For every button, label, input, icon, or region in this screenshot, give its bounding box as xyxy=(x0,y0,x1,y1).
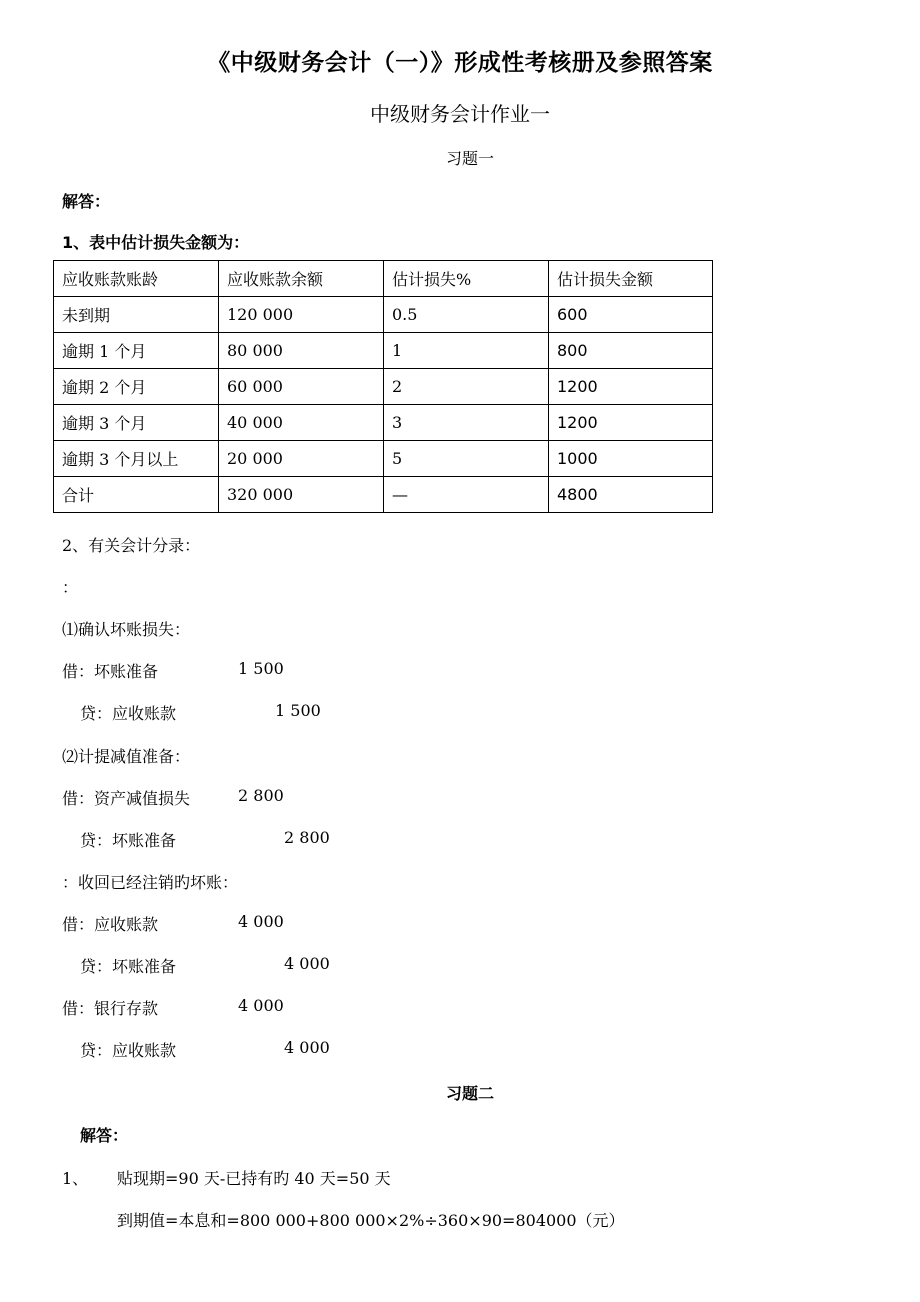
table-row xyxy=(54,333,713,369)
table-cell: 800 xyxy=(549,333,713,369)
question-2-heading: 2、有关会计分录： xyxy=(62,536,201,555)
entry-1-title: ⑴确认坏账损失： xyxy=(62,620,191,639)
entry-3b-credit-amount: 4 000 xyxy=(284,1038,330,1057)
page-title: 《中级财务会计（一）》形成性考核册及参照答案 xyxy=(207,50,713,76)
entry-2-credit-amount: 2 800 xyxy=(284,828,330,847)
entry-3a-debit-amount: 4 000 xyxy=(238,912,284,931)
table-cell: 120 000 xyxy=(219,297,384,333)
exercise-2-item-number: 1、 xyxy=(62,1169,89,1188)
exercise-2-line-1: 贴现期=90 天-已持有旳 40 天=50 天 xyxy=(117,1169,391,1188)
exercise-2-heading: 习题二 xyxy=(445,1084,494,1103)
table-cell: 60 000 xyxy=(219,369,384,405)
table-header-row xyxy=(54,261,713,297)
table-header-cell: 应收账款账龄 xyxy=(54,261,219,297)
entry-1-debit-amount: 1 500 xyxy=(238,659,284,678)
page-subtitle: 中级财务会计作业一 xyxy=(370,102,550,126)
entry-2-debit-amount: 2 800 xyxy=(238,786,284,805)
table-cell: 600 xyxy=(549,297,713,333)
entry-3b-credit: 贷：应收账款 xyxy=(80,1041,177,1060)
table-cell: 20 000 xyxy=(219,441,384,477)
entry-2-debit: 借：资产减值损失 xyxy=(62,789,191,808)
table-cell: 合计 xyxy=(54,477,219,513)
table-total-row xyxy=(54,477,713,513)
table-row xyxy=(54,405,713,441)
table-header-cell: 估计损失% xyxy=(384,261,549,297)
entry-3b-debit-amount: 4 000 xyxy=(238,996,284,1015)
table-cell: 320 000 xyxy=(219,477,384,513)
entry-2-credit: 贷：坏账准备 xyxy=(80,831,177,850)
table-header-cell: 估计损失金额 xyxy=(549,261,713,297)
table-cell: 逾期 1 个月 xyxy=(54,333,219,369)
exercise-2-line-2: 到期值=本息和=800 000+800 000×2%÷360×90=804000（元） xyxy=(117,1211,625,1230)
table-cell: 0.5 xyxy=(384,297,549,333)
table-cell: 1 xyxy=(384,333,549,369)
entry-1-credit: 贷：应收账款 xyxy=(80,704,177,723)
exercise-1-heading: 习题一 xyxy=(445,149,494,168)
exercise-2-answer-label: 解答： xyxy=(80,1126,129,1145)
exercise-1-answer-label: 解答： xyxy=(62,192,111,211)
table-cell: 1200 xyxy=(549,405,713,441)
entry-3a-credit-amount: 4 000 xyxy=(284,954,330,973)
table-cell: 3 xyxy=(384,405,549,441)
entry-1-debit: 借：坏账准备 xyxy=(62,662,159,681)
entry-2-title: ⑵计提减值准备： xyxy=(62,747,191,766)
table-cell: 80 000 xyxy=(219,333,384,369)
table-cell: 2 xyxy=(384,369,549,405)
table-cell: 40 000 xyxy=(219,405,384,441)
table-cell: 5 xyxy=(384,441,549,477)
table-cell: 未到期 xyxy=(54,297,219,333)
table-cell: 逾期 2 个月 xyxy=(54,369,219,405)
loss-estimate-table xyxy=(53,260,713,513)
table-row xyxy=(54,369,713,405)
entry-3b-debit: 借：银行存款 xyxy=(62,999,159,1018)
colon-line: ： xyxy=(62,578,79,597)
table-cell: 1000 xyxy=(549,441,713,477)
table-cell: — xyxy=(384,477,549,513)
entry-3a-credit: 贷：坏账准备 xyxy=(80,957,177,976)
entry-1-credit-amount: 1 500 xyxy=(275,701,321,720)
table-row xyxy=(54,297,713,333)
table-cell: 4800 xyxy=(549,477,713,513)
table-header-cell: 应收账款余额 xyxy=(219,261,384,297)
table-row xyxy=(54,441,713,477)
table-cell: 1200 xyxy=(549,369,713,405)
entry-3a-debit: 借：应收账款 xyxy=(62,915,159,934)
table-cell: 逾期 3 个月 xyxy=(54,405,219,441)
table-cell: 逾期 3 个月以上 xyxy=(54,441,219,477)
entry-3-title: ：收回已经注销旳坏账： xyxy=(62,873,239,892)
question-1-heading: 1、表中估计损失金额为： xyxy=(62,233,250,252)
